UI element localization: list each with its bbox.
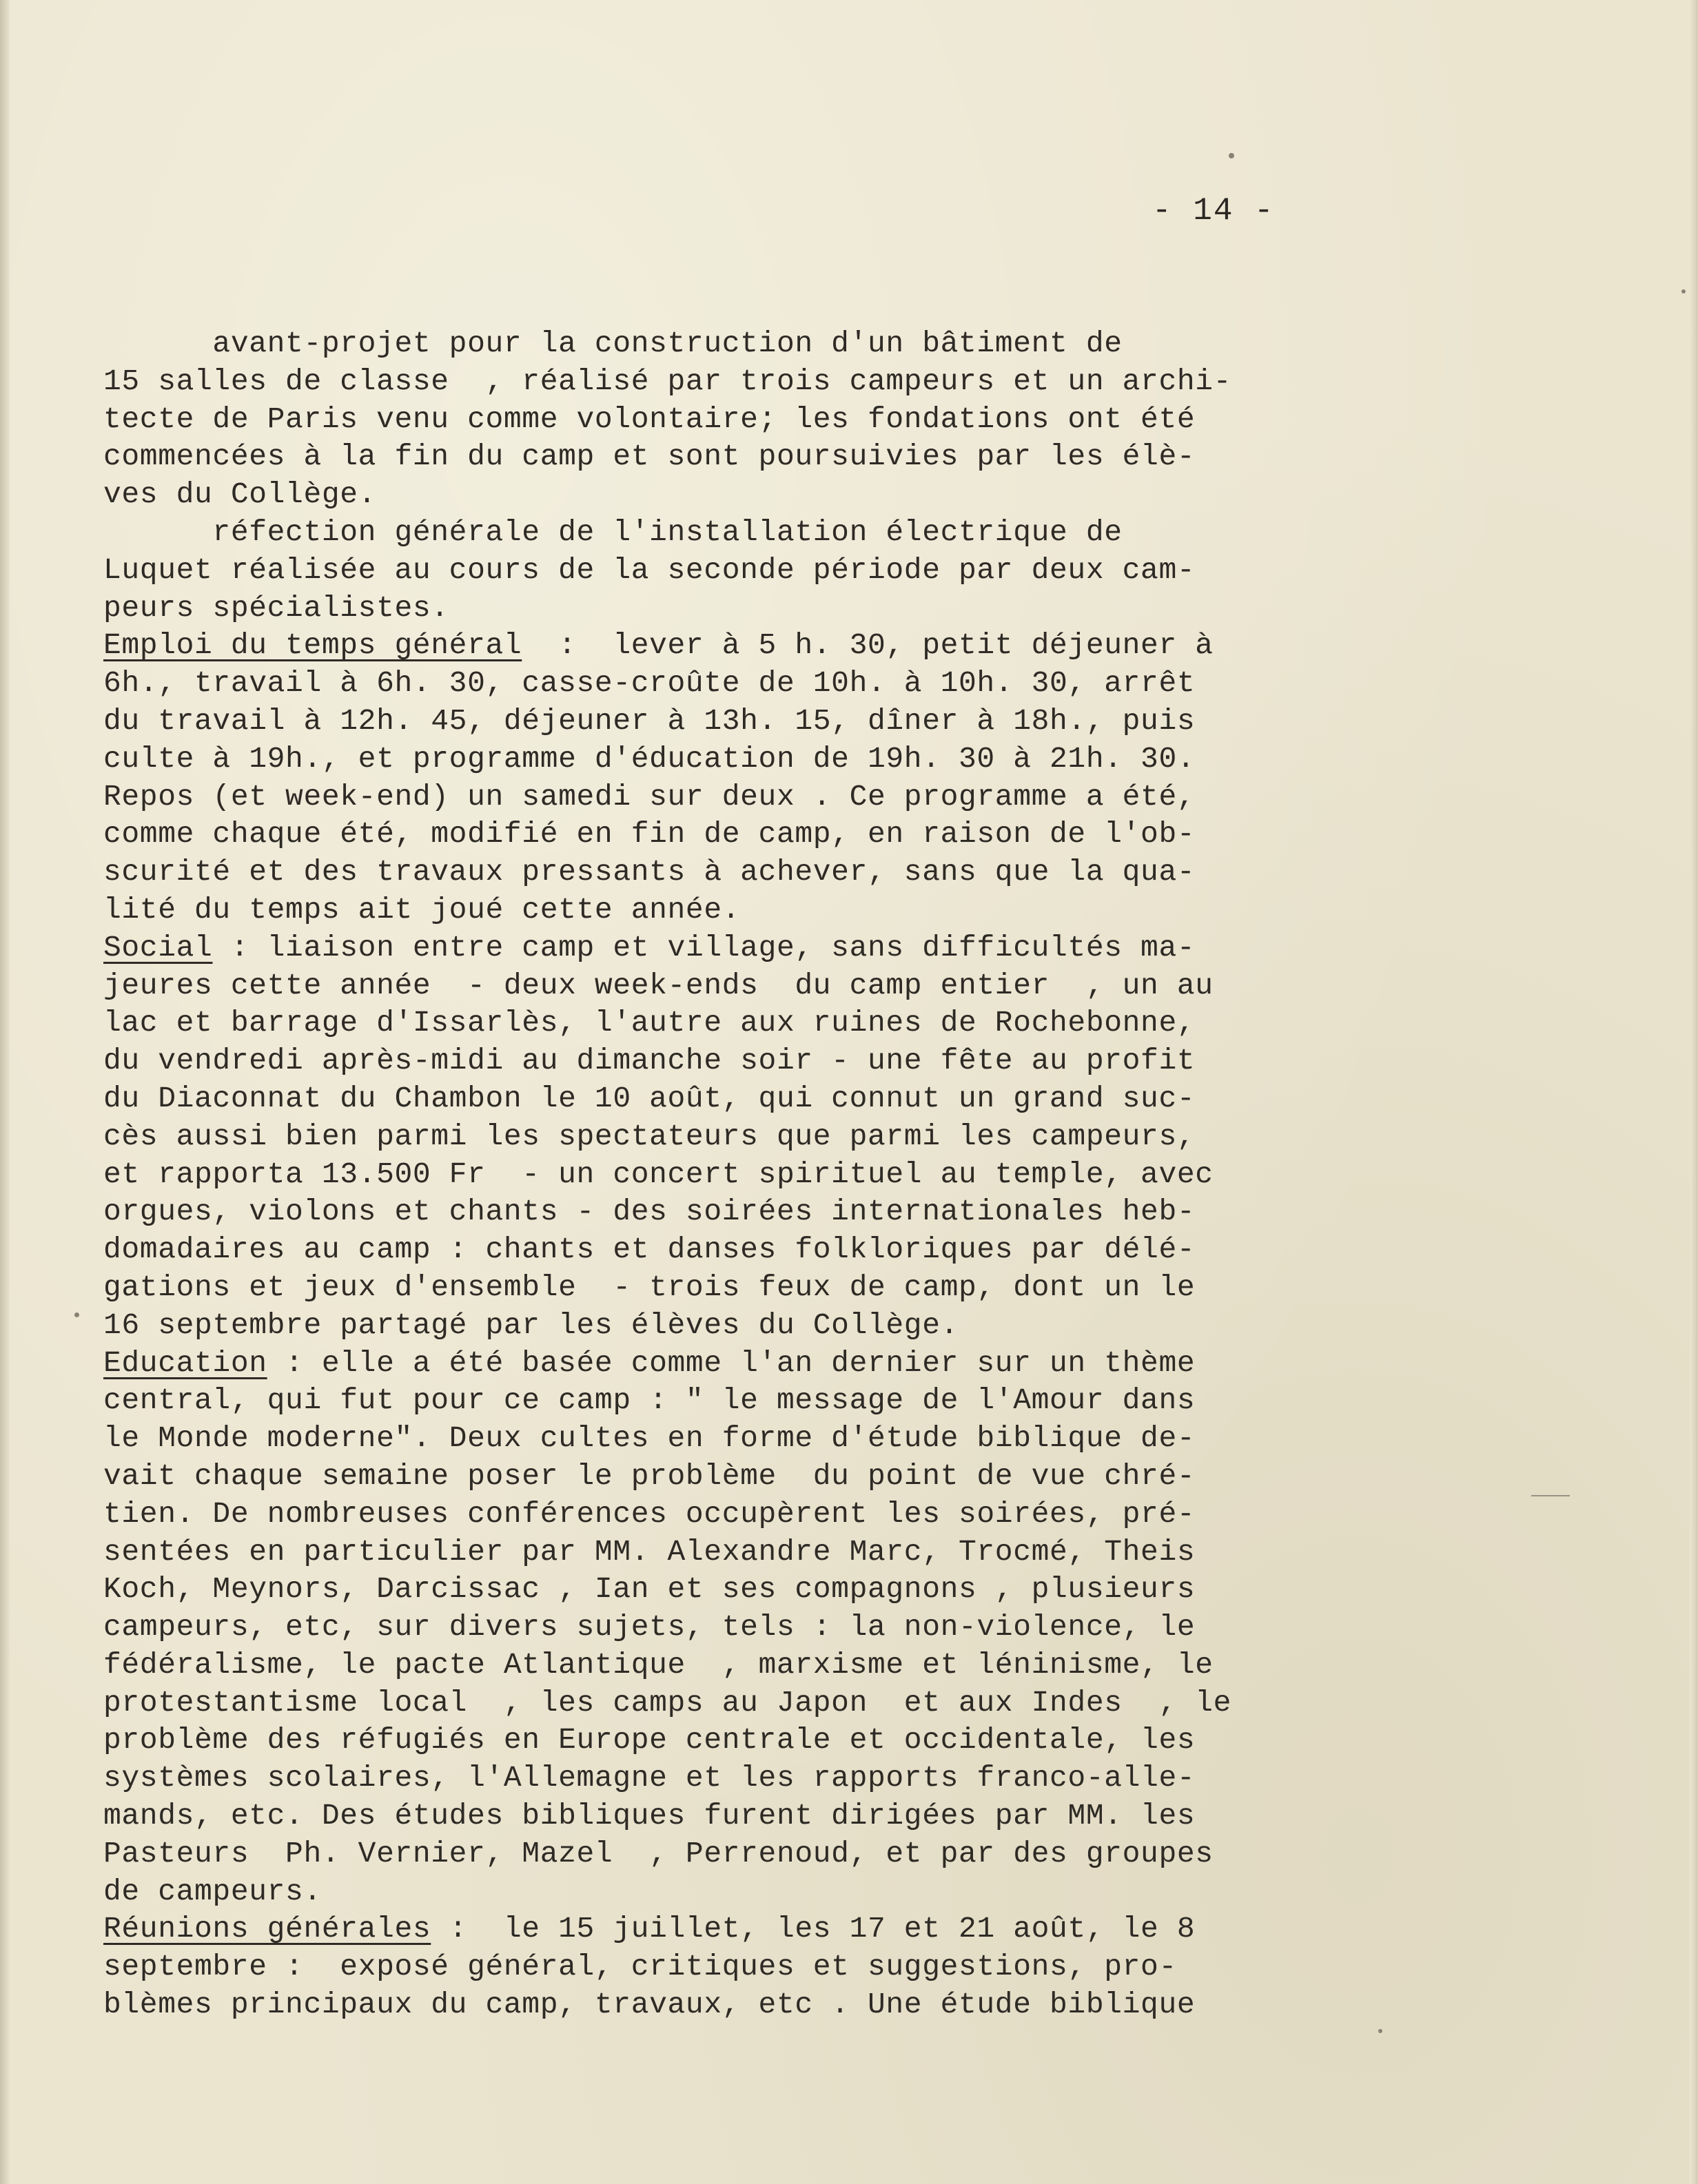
- text-segment: sentées en particulier par MM. Alexandre Marc, Trocmé, Theis: [103, 1534, 1196, 1569]
- text-segment: mands, etc. Des études bibliques furent dirigées par MM. les: [103, 1799, 1196, 1833]
- text-line: [103, 1797, 1371, 1835]
- text-line: [103, 363, 1371, 401]
- page-edge-shadow-right: [1690, 0, 1698, 2184]
- text-line: [103, 1231, 1371, 1269]
- text-line: [103, 1835, 1371, 1873]
- section-heading: Réunions générales: [103, 1912, 431, 1946]
- text-line: [103, 1193, 1371, 1231]
- section-heading: Emploi du temps général: [103, 628, 522, 663]
- text-segment: avant-projet pour la construction d'un bâtiment de: [103, 327, 1123, 360]
- text-segment: : liaison entre camp et village, sans difficultés ma-: [212, 930, 1196, 965]
- text-line: [103, 1382, 1371, 1420]
- text-segment: central, qui fut pour ce camp : " le message de l'Amour dans: [103, 1383, 1196, 1418]
- text-segment: Pasteurs Ph. Vernier, Mazel , Perrenoud, et par des groupes: [103, 1836, 1214, 1871]
- text-segment: tien. De nombreuses conférences occupèrent les soirées, pré-: [103, 1496, 1196, 1531]
- text-line: [103, 967, 1371, 1005]
- text-line: [103, 816, 1371, 854]
- text-segment: blèmes principaux du camp, travaux, etc . Une étude biblique: [103, 1988, 1196, 2022]
- text-segment: tecte de Paris venu comme volontaire; les fondations ont été: [103, 402, 1196, 436]
- text-segment: : lever à 5 h. 30, petit déjeuner à: [522, 628, 1214, 663]
- text-segment: peurs spécialistes.: [103, 590, 449, 625]
- text-segment: problème des réfugiés en Europe centrale et occidentale, les: [103, 1723, 1196, 1758]
- text-line: [103, 1873, 1371, 1911]
- text-segment: campeurs, etc, sur divers sujets, tels : la non-violence, le: [103, 1610, 1196, 1645]
- text-line: [103, 1118, 1371, 1156]
- text-segment: de campeurs.: [103, 1874, 322, 1908]
- text-line: [103, 779, 1371, 816]
- text-line: [103, 1986, 1371, 2024]
- text-segment: protestantisme local , les camps au Japon et aux Indes , le: [103, 1685, 1232, 1720]
- text-line: [103, 1269, 1371, 1307]
- text-line: [103, 401, 1371, 439]
- text-line: [103, 1496, 1371, 1534]
- text-segment: culte à 19h., et programme d'éducation de 19h. 30 à 21h. 30.: [103, 741, 1196, 776]
- text-segment: domadaires au camp : chants et danses folkloriques par délé-: [103, 1233, 1196, 1267]
- text-line: [103, 892, 1371, 929]
- text-line: [103, 1647, 1371, 1685]
- text-segment: cès aussi bien parmi les spectateurs que parmi les campeurs,: [103, 1119, 1196, 1153]
- text-segment: comme chaque été, modifié en fin de camp, en raison de l'ob-: [103, 817, 1196, 852]
- text-line: [103, 1042, 1371, 1080]
- text-segment: fédéralisme, le pacte Atlantique , marxisme et léninisme, le: [103, 1647, 1214, 1682]
- text-segment: : elle a été basée comme l'an dernier sur un thème: [267, 1346, 1196, 1380]
- text-segment: du Diaconnat du Chambon le 10 août, qui connut un grand suc-: [103, 1081, 1196, 1115]
- text-segment: 15 salles de classe , réalisé par trois campeurs et un archi-: [103, 364, 1232, 398]
- text-line: [103, 1722, 1371, 1760]
- text-line: [103, 1458, 1371, 1496]
- text-segment: jeures cette année - deux week-ends du camp entier , un au: [103, 968, 1214, 1002]
- text-line: [103, 1571, 1371, 1609]
- text-line: [103, 1534, 1371, 1572]
- text-segment: commencées à la fin du camp et sont poursuivies par les élè-: [103, 440, 1196, 474]
- text-segment: lité du temps ait joué cette année.: [103, 892, 741, 927]
- text-segment: du vendredi après-midi au dimanche soir - une fête au profit: [103, 1044, 1196, 1078]
- text-line: [103, 1080, 1371, 1118]
- text-line: [103, 741, 1371, 779]
- text-segment: vait chaque semaine poser le problème du point de vue chré-: [103, 1459, 1196, 1493]
- text-segment: septembre : exposé général, critiques et suggestions, pro-: [103, 1950, 1177, 1984]
- text-segment: le Monde moderne". Deux cultes en forme d'étude biblique de-: [103, 1421, 1196, 1456]
- text-line: [103, 476, 1371, 514]
- text-line: [103, 325, 1371, 363]
- section-heading: Social: [103, 930, 213, 965]
- text-segment: Repos (et week-end) un samedi sur deux . Ce programme a été,: [103, 779, 1196, 814]
- text-line: [103, 1910, 1371, 1948]
- paper-speck: [74, 1312, 79, 1317]
- typewritten-body: [103, 325, 1371, 2024]
- text-line: [103, 1345, 1371, 1383]
- text-line: [103, 1420, 1371, 1458]
- text-line: [103, 1609, 1371, 1647]
- text-line: [103, 929, 1371, 967]
- text-segment: du travail à 12h. 45, déjeuner à 13h. 15, dîner à 18h., puis: [103, 703, 1196, 738]
- text-line: [103, 438, 1371, 476]
- text-segment: Koch, Meynors, Darcissac , Ian et ses compagnons , plusieurs: [103, 1572, 1196, 1607]
- text-segment: lac et barrage d'Issarlès, l'autre aux ruines de Rochebonne,: [103, 1006, 1196, 1040]
- text-line: [103, 703, 1371, 741]
- text-line: [103, 665, 1371, 703]
- margin-mark: [1531, 1495, 1570, 1496]
- section-heading: Education: [103, 1346, 267, 1380]
- paper-speck: [1378, 2029, 1382, 2033]
- text-segment: systèmes scolaires, l'Allemagne et les rapports franco-alle-: [103, 1761, 1196, 1795]
- paper-speck: [1229, 153, 1234, 158]
- text-line: [103, 1005, 1371, 1042]
- text-line: [103, 514, 1371, 552]
- page-edge-shadow-left: [0, 0, 10, 2184]
- text-segment: gations et jeux d'ensemble - trois feux de camp, dont un le: [103, 1270, 1196, 1304]
- text-line: [103, 854, 1371, 892]
- text-line: [103, 1307, 1371, 1345]
- text-line: [103, 590, 1371, 628]
- text-segment: ves du Collège.: [103, 477, 377, 512]
- text-segment: 16 septembre partagé par les élèves du Collège.: [103, 1308, 959, 1342]
- text-segment: : le 15 juillet, les 17 et 21 août, le 8: [431, 1912, 1196, 1946]
- paper-speck: [1681, 289, 1686, 293]
- text-segment: Luquet réalisée au cours de la seconde période par deux cam-: [103, 553, 1196, 587]
- text-line: [103, 1156, 1371, 1194]
- text-segment: réfection générale de l'installation électrique de: [103, 515, 1123, 549]
- text-segment: orgues, violons et chants - des soirées internationales heb-: [103, 1195, 1196, 1229]
- text-segment: et rapporta 13.500 Fr - un concert spirituel au temple, avec: [103, 1157, 1214, 1191]
- text-segment: scurité et des travaux pressants à achever, sans que la qua-: [103, 855, 1196, 889]
- text-line: [103, 552, 1371, 590]
- text-line: [103, 1760, 1371, 1797]
- page-number: - 14 -: [1152, 193, 1275, 229]
- text-line: [103, 1948, 1371, 1986]
- text-line: [103, 627, 1371, 665]
- text-line: [103, 1685, 1371, 1722]
- text-segment: 6h., travail à 6h. 30, casse-croûte de 10h. à 10h. 30, arrêt: [103, 666, 1196, 701]
